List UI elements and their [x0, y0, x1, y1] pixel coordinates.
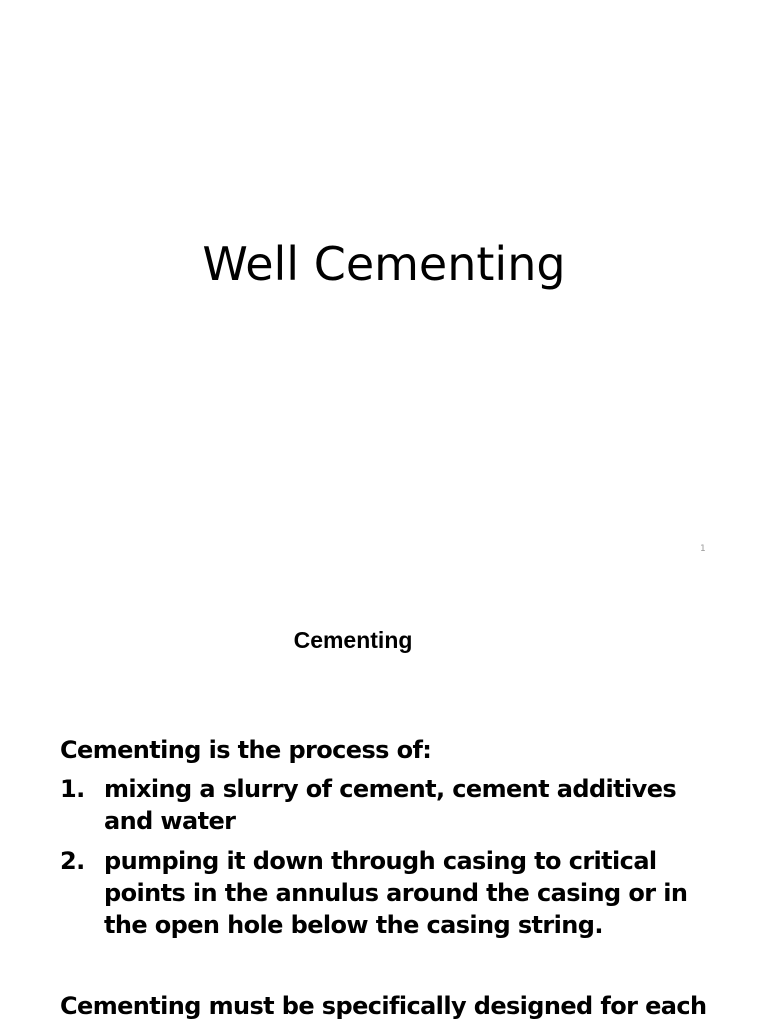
- list-item: [60, 845, 720, 941]
- list-item-text: pumping it down through casing to critical points in the annulus around the casing or in the open hole below the casing string.: [104, 847, 688, 939]
- list-item-text: mixing a slurry of cement, cement additives and water: [104, 775, 677, 835]
- intro-text: Cementing is the process of:: [60, 736, 432, 764]
- list-item-number: 1.: [60, 775, 85, 803]
- list-item: [60, 773, 720, 837]
- slide-title: Cementing: [293, 627, 413, 653]
- process-steps-list: [60, 773, 720, 949]
- presentation-title: Well Cementing: [202, 237, 566, 291]
- list-item-number: 2.: [60, 847, 85, 875]
- content-slide: [0, 576, 768, 1024]
- closing-text: Cementing must be specifically designed for each: [60, 992, 707, 1020]
- page-number: 1: [700, 544, 706, 554]
